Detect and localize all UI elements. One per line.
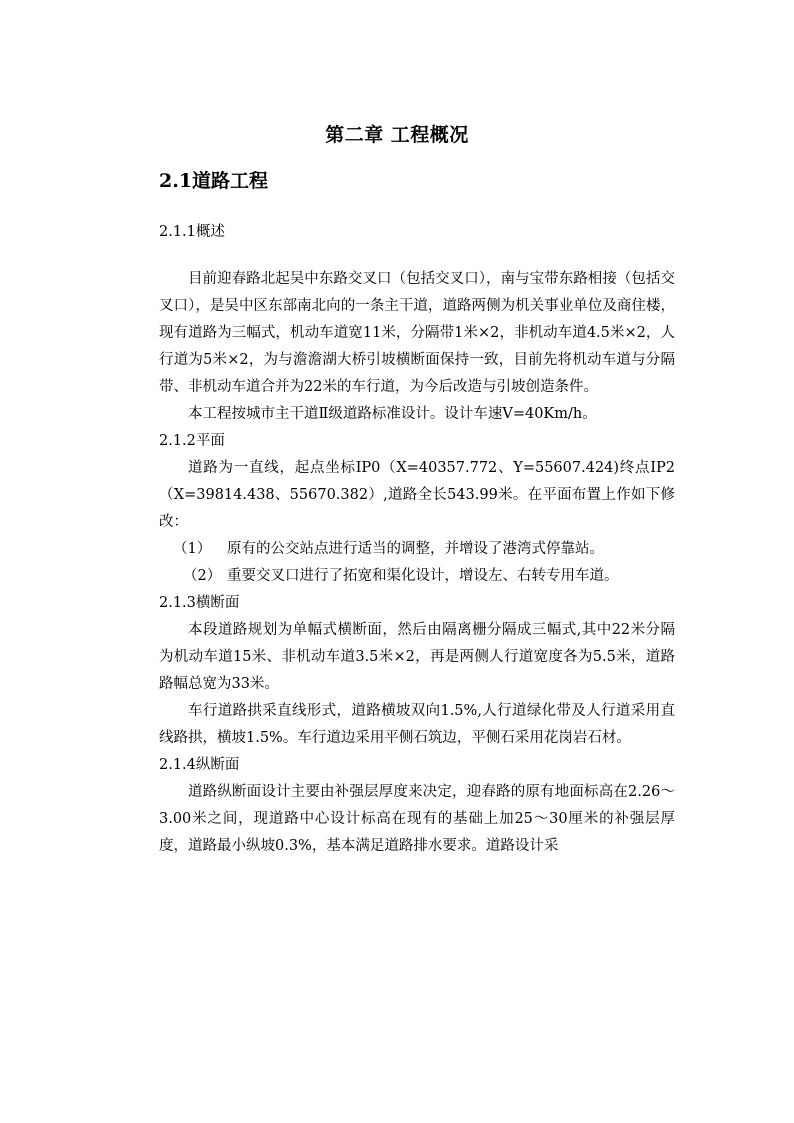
list-item-number: （1） — [173, 541, 212, 557]
paragraph-cross-section-2: 车行道路拱采直线形式，道路横坡双向1.5%,人行道绿化带及人行道采用直线路拱，横坡1.5%。车行道边采用平侧石筑边，平侧石采用花岗岩石材。 — [159, 703, 675, 746]
list-item-number: （2） — [183, 568, 222, 584]
document-body — [159, 219, 675, 860]
list-item-text: 重要交叉口进行了拓宽和渠化设计，增设左、右转专用车道。 — [227, 568, 619, 584]
paragraph-overview-2: 本工程按城市主干道Ⅱ级道路标准设计。设计车速V=40Km/h。 — [188, 406, 597, 422]
subsection-heading-longitudinal: 2.1.4纵断面 — [159, 757, 240, 773]
paragraph-overview-1: 目前迎春路北起吴中东路交叉口（包括交叉口），南与宝带东路相接（包括交叉口），是吴中区东部南北向的一条主干道，道路两侧为机关事业单位及商住楼，现有道路为三幅式，机动车道宽11米，分隔带1米×2，非机动车道4.5米×2，人行道为5米×2，为与澹澹湖大桥引坡横断面保持一致，目前先将机动车道与分隔带、非机动车道合并为22米的车行道，为今后改造与引坡创造条件。 — [159, 271, 675, 395]
subsection-heading-plan: 2.1.2平面 — [159, 433, 225, 449]
paragraph-longitudinal-1: 道路纵断面设计主要由补强层厚度来决定，迎春路的原有地面标高在2.26～3.00米之间，现道路中心设计标高在现有的基础上加25～30厘米的补强层厚度，道路最小纵坡0.3%，基本满足道路排水要求。道路设计采 — [159, 784, 675, 854]
paragraph-cross-section-1: 本段道路规划为单幅式横断面，然后由隔离栅分隔成三幅式,其中22米分隔为机动车道15米、非机动车道3.5米×2，再是两侧人行道宽度各为5.5米，道路路幅总宽为33米。 — [159, 622, 675, 692]
section-title: 2.1道路工程 — [159, 170, 269, 192]
paragraph-plan-1: 道路为一直线，起点坐标IP0（X=40357.772、Y=55607.424)终点IP2（X=39814.438、55670.382）,道路全长543.99米。在平面布置上作如下修改： — [159, 460, 675, 530]
list-item — [159, 536, 675, 563]
list-item-text: 原有的公交站点进行适当的调整，并增设了港湾式停靠站。 — [227, 541, 604, 557]
chapter-title: 第二章 工程概况 — [325, 124, 469, 146]
subsection-heading-cross-section: 2.1.3横断面 — [159, 595, 240, 611]
list-item — [159, 563, 675, 590]
subsection-heading-overview: 2.1.1概述 — [159, 224, 225, 240]
